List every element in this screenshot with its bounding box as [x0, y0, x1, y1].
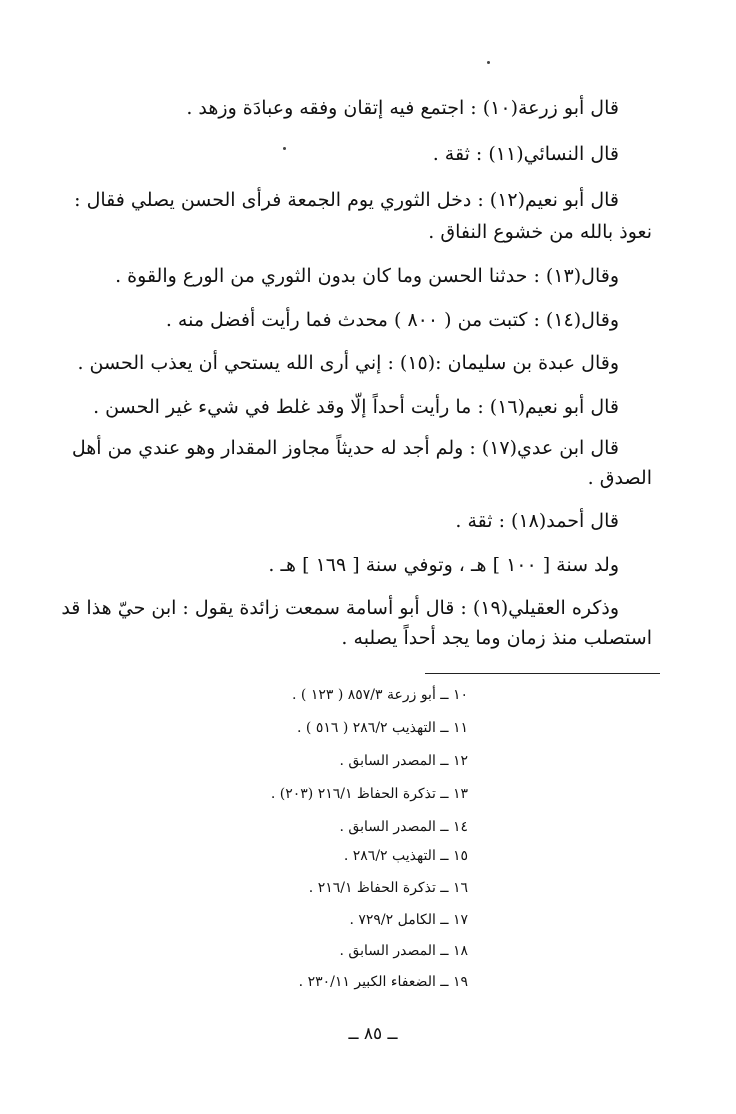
footnote: ١٦ ــ تذكرة الحفاظ ٢١٦/١ .	[308, 880, 468, 896]
body-line: قال النسائي(١١) : ثقة .	[432, 143, 619, 165]
body-line: استصلب منذ زمان وما يجد أحداً يصلبه .	[341, 627, 652, 649]
footnote: ١٠ ــ أبو زرعة ٨٥٧/٣ ( ١٢٣ ) .	[292, 687, 468, 703]
footnote: ١٤ ــ المصدر السابق .	[339, 819, 468, 835]
footnote: ١٥ ــ التهذيب ٢٨٦/٢ .	[343, 848, 468, 864]
footnote: ١٢ ــ المصدر السابق .	[339, 753, 468, 769]
page-number: ــ ٨٥ ــ	[348, 1024, 398, 1044]
body-line: وقال عبدة بن سليمان :(١٥) : إني أرى الله يستحي أن يعذب الحسن .	[77, 352, 619, 374]
footnote: ١٣ ــ تذكرة الحفاظ ٢١٦/١ (٢٠٣) .	[270, 786, 468, 802]
footnote: ١٧ ــ الكامل ٧٢٩/٢ .	[349, 912, 468, 928]
body-line: قال أحمد(١٨) : ثقة .	[455, 510, 619, 532]
body-line: قال أبو زرعة(١٠) : اجتمع فيه إتقان وفقه وعبادَة وزهد .	[186, 97, 619, 119]
body-line: ولد سنة [ ١٠٠ ] هـ ، وتوفي سنة [ ١٦٩ ] هـ .	[268, 554, 619, 576]
footnote: ١٩ ــ الضعفاء الكبير ٢٣٠/١١ .	[298, 974, 468, 990]
body-line: وقال(١٣) : حدثنا الحسن وما كان بدون الثوري من الورع والقوة .	[115, 265, 619, 287]
body-line: قال أبو نعيم(١٦) : ما رأيت أحداً إلّا وقد غلط في شيء غير الحسن .	[93, 396, 619, 418]
scan-speck	[283, 147, 286, 150]
body-line: الصدق .	[587, 467, 652, 489]
footnote: ١٨ ــ المصدر السابق .	[339, 943, 468, 959]
footnote-separator	[425, 673, 660, 674]
footnote: ١١ ــ التهذيب ٢٨٦/٢ ( ٥١٦ ) .	[297, 720, 468, 736]
body-line: وقال(١٤) : كتبت من ( ٨٠٠ ) محدث فما رأيت أفضل منه .	[165, 309, 619, 331]
body-line: قال ابن عدي(١٧) : ولم أجد له حديثاً مجاوز المقدار وهو عندي من أهل	[71, 437, 619, 459]
scan-speck	[487, 61, 490, 64]
body-line: قال أبو نعيم(١٢) : دخل الثوري يوم الجمعة فرأى الحسن يصلي فقال :	[74, 189, 619, 211]
body-line: نعوذ بالله من خشوع النفاق .	[428, 221, 652, 243]
body-line: وذكره العقيلي(١٩) : قال أبو أسامة سمعت زائدة يقول : ابن حيّ هذا قد	[61, 597, 619, 619]
